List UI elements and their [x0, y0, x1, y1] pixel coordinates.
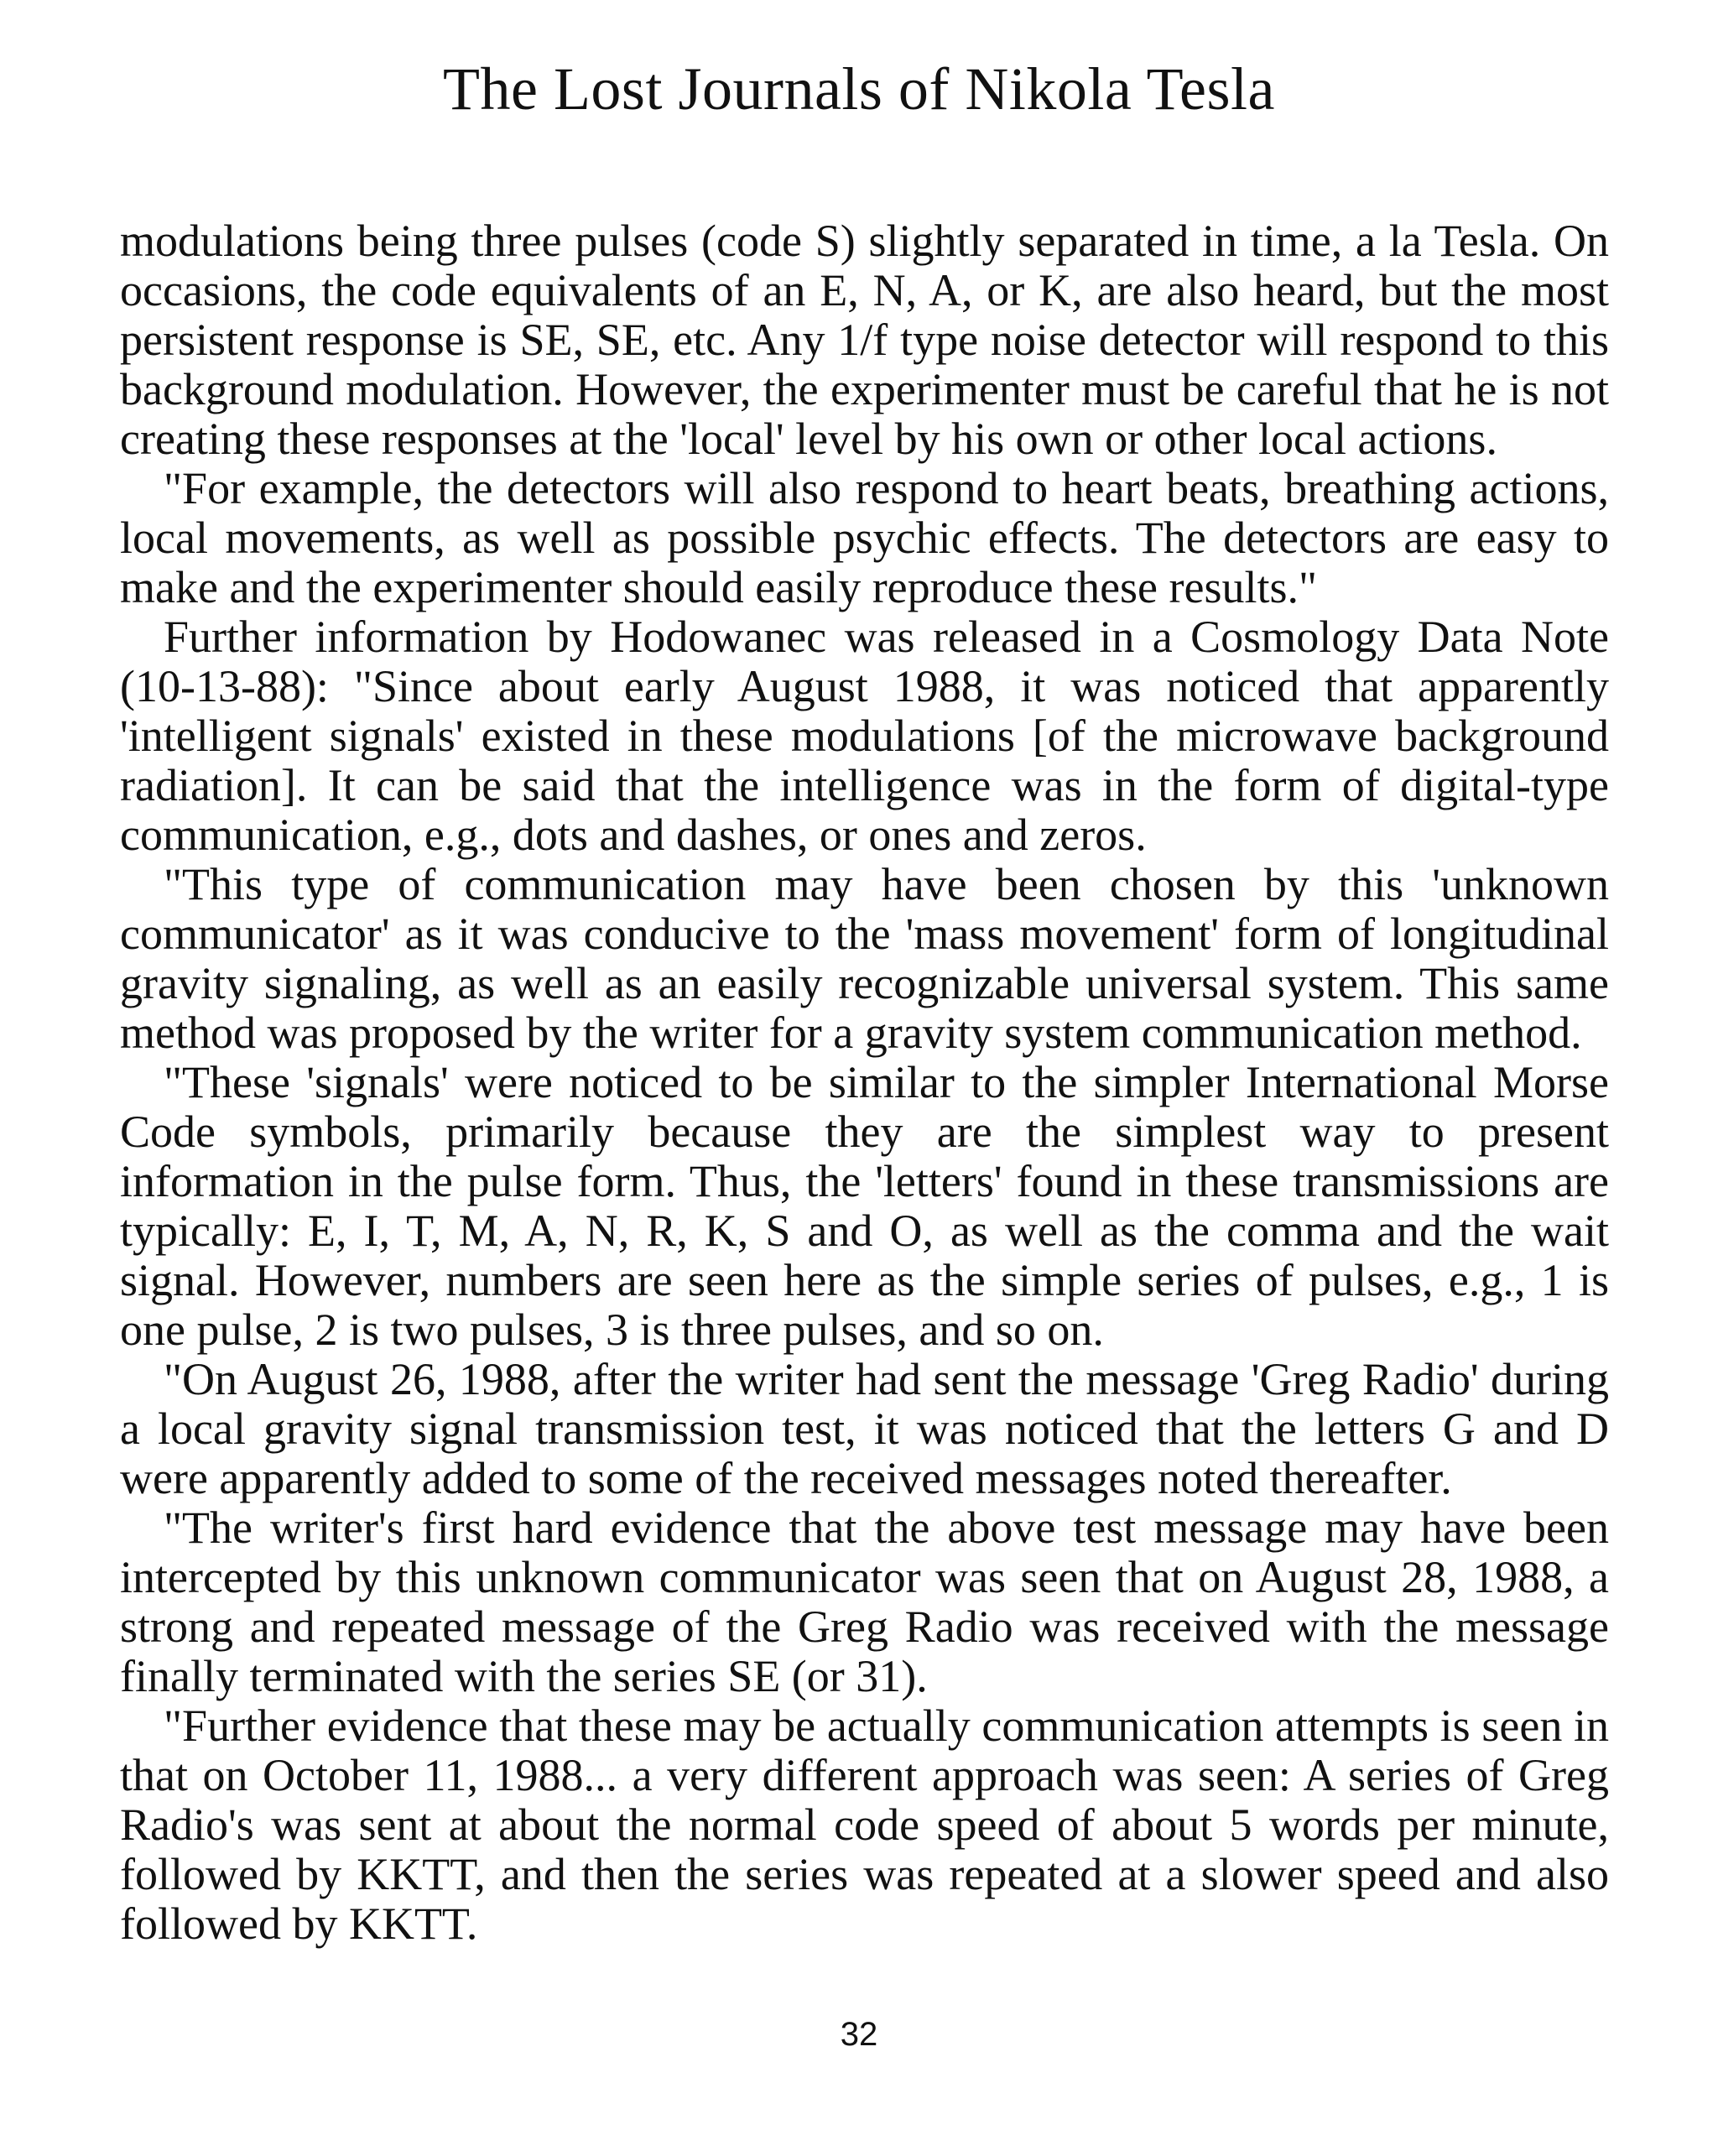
paragraph: "For example, the detectors will also respond to heart beats, breathing actions, local movements, as well as possible psychic effects. The detectors are easy to make and the experimenter should easily reproduce these results." — [120, 463, 1609, 612]
page-number: 32 — [840, 2016, 878, 2053]
paragraph-continued: modulations being three pulses (code S) slightly separated in time, a la Tesla. On occasions, the code equivalents of an E, N, A, or K, are also heard, but the most persistent response is SE, SE, etc. Any 1/f type noise detector will respond to this background modulation. However, the experimenter must be careful that he is not creating these responses at the 'local' level by his own or other local actions. — [120, 216, 1609, 464]
paragraph: "On August 26, 1988, after the writer had sent the message 'Greg Radio' during a local gravity signal transmission test, it was noticed that the letters G and D were apparently added to some of the received messages noted thereafter. — [120, 1354, 1609, 1503]
body-text — [120, 216, 1609, 1949]
running-head-title: The Lost Journals of Nikola Tesla — [443, 55, 1275, 122]
paragraph: "Further evidence that these may be actually communication attempts is seen in that on October 11, 1988... a very different approach was seen: A series of Greg Radio's was sent at about the normal code speed of about 5 words per minute, followed by KKTT, and then the series was repeated at a slower speed and also followed by KKTT. — [120, 1700, 1609, 1949]
paragraph: "The writer's first hard evidence that the above test message may have been intercepted by this unknown communicator was seen that on August 28, 1988, a strong and repeated message of the Greg Radio was received with the message finally terminated with the series SE (or 31). — [120, 1502, 1609, 1701]
paragraph: "This type of communication may have been chosen by this 'unknown communicator' as it was conducive to the 'mass movement' form of longitudinal gravity signaling, as well as an easily recognizable universal system. This same method was proposed by the writer for a gravity system communication method. — [120, 859, 1609, 1058]
paragraph: "These 'signals' were noticed to be similar to the simpler International Morse Code symbols, primarily because they are the simplest way to present information in the pulse form. Thus, the 'letters' found in these transmissions are typically: E, I, T, M, A, N, R, K, S and O, as well as the comma and the wait signal. However, numbers are seen here as the simple series of pulses, e.g., 1 is one pulse, 2 is two pulses, 3 is three pulses, and so on. — [120, 1057, 1609, 1355]
paragraph: Further information by Hodowanec was released in a Cosmology Data Note (10-13-88): "Since about early August 1988, it was noticed that apparently 'intelligent signals' existed in these modulations [of the microwave background radiation]. It can be said that the intelligence was in the form of digital-type communication, e.g., dots and dashes, or ones and zeros. — [120, 612, 1609, 860]
